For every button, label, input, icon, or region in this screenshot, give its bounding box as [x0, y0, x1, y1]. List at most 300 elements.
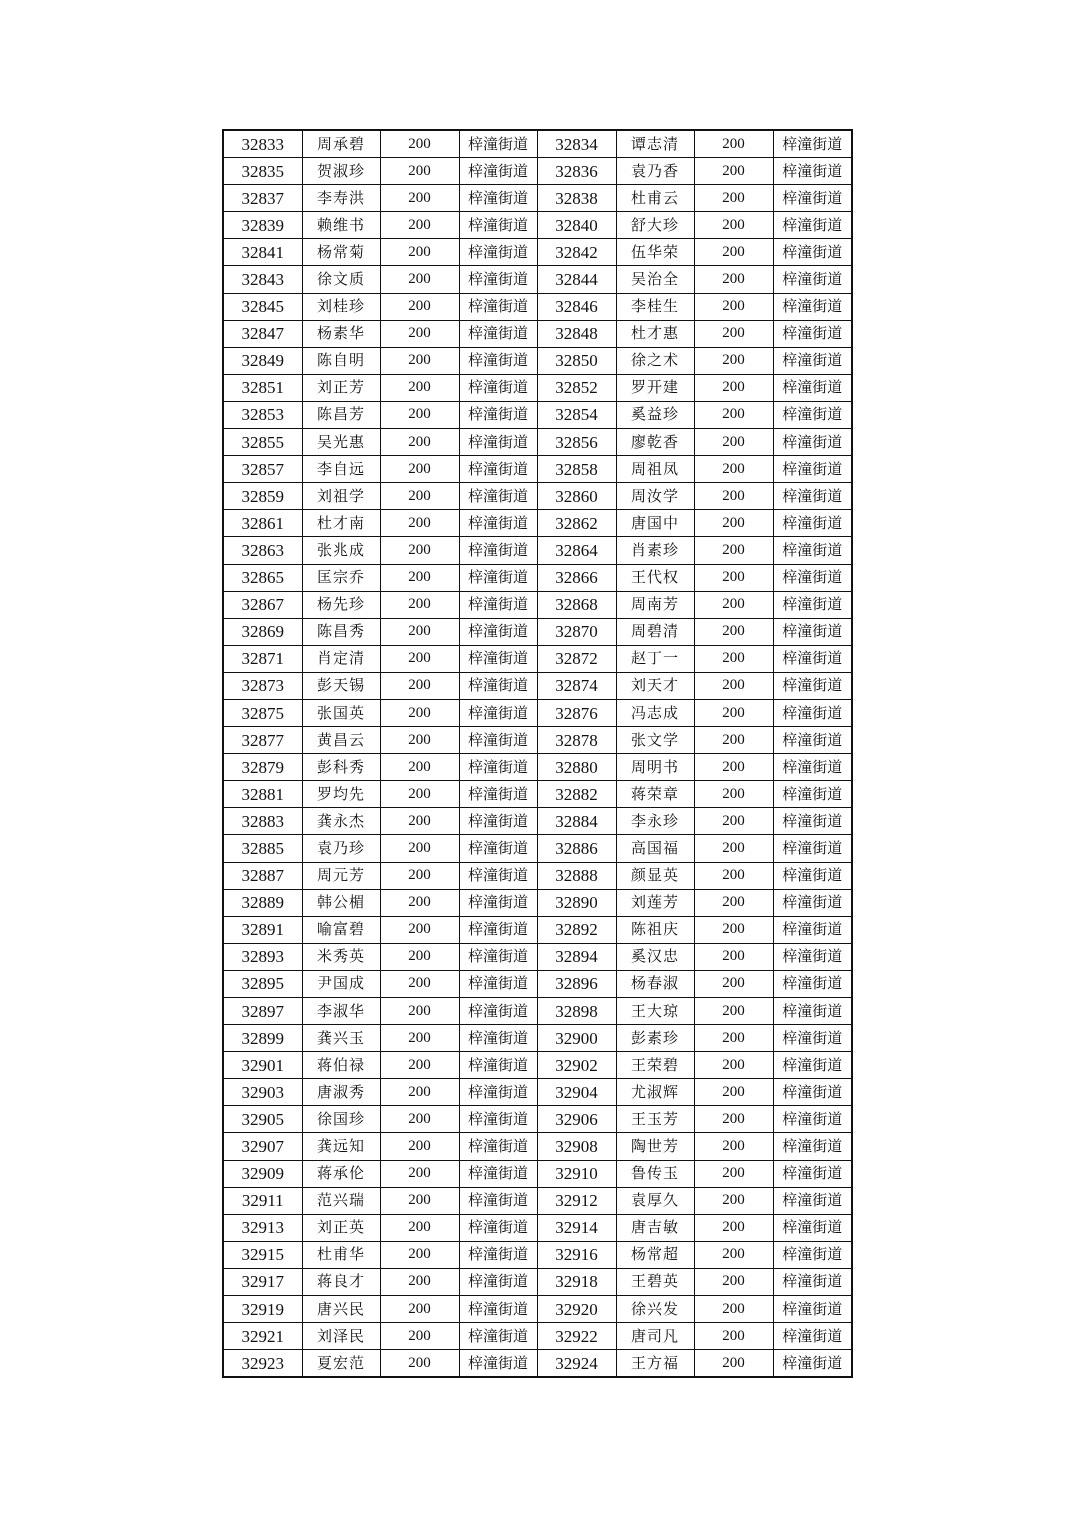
table-row — [223, 591, 852, 618]
subdistrict-cell: 梓潼街道 — [773, 591, 852, 618]
amount-cell: 200 — [694, 754, 773, 781]
subdistrict-cell: 梓潼街道 — [773, 1052, 852, 1079]
person-name-cell: 吴光惠 — [302, 429, 380, 456]
subdistrict-cell: 梓潼街道 — [459, 998, 537, 1025]
record-number-cell: 32843 — [223, 266, 302, 293]
subdistrict-cell: 梓潼街道 — [773, 618, 852, 645]
subdistrict-cell: 梓潼街道 — [773, 347, 852, 374]
amount-cell: 200 — [380, 293, 459, 320]
subdistrict-cell: 梓潼街道 — [773, 320, 852, 347]
table-row — [223, 808, 852, 835]
record-number-cell: 32849 — [223, 347, 302, 374]
table-row — [223, 1079, 852, 1106]
table-row — [223, 1323, 852, 1350]
person-name-cell: 袁乃珍 — [302, 835, 380, 862]
record-number-cell: 32850 — [537, 347, 616, 374]
amount-cell: 200 — [694, 1241, 773, 1268]
amount-cell: 200 — [694, 347, 773, 374]
amount-cell: 200 — [694, 1160, 773, 1187]
person-name-cell: 陶世芳 — [616, 1133, 694, 1160]
person-name-cell: 陈祖庆 — [616, 916, 694, 943]
record-number-cell: 32882 — [537, 781, 616, 808]
table-row — [223, 510, 852, 537]
amount-cell: 200 — [694, 808, 773, 835]
person-name-cell: 李桂生 — [616, 293, 694, 320]
amount-cell: 200 — [380, 889, 459, 916]
amount-cell: 200 — [694, 239, 773, 266]
person-name-cell: 徐文质 — [302, 266, 380, 293]
person-name-cell: 贺淑珍 — [302, 158, 380, 185]
person-name-cell: 刘莲芳 — [616, 889, 694, 916]
table-row — [223, 1052, 852, 1079]
person-name-cell: 唐兴民 — [302, 1296, 380, 1323]
subdistrict-cell: 梓潼街道 — [459, 1350, 537, 1378]
amount-cell: 200 — [380, 970, 459, 997]
person-name-cell: 陈昌秀 — [302, 618, 380, 645]
record-number-cell: 32914 — [537, 1214, 616, 1241]
subdistrict-cell: 梓潼街道 — [459, 699, 537, 726]
subdistrict-cell: 梓潼街道 — [773, 781, 852, 808]
table-row — [223, 483, 852, 510]
subdistrict-cell: 梓潼街道 — [773, 1296, 852, 1323]
table-row — [223, 1106, 852, 1133]
subdistrict-cell: 梓潼街道 — [773, 998, 852, 1025]
subdistrict-cell: 梓潼街道 — [773, 510, 852, 537]
roster-table — [222, 129, 853, 1378]
record-number-cell: 32924 — [537, 1350, 616, 1378]
person-name-cell: 尹国成 — [302, 970, 380, 997]
table-row — [223, 374, 852, 401]
subdistrict-cell: 梓潼街道 — [773, 862, 852, 889]
subdistrict-cell: 梓潼街道 — [459, 456, 537, 483]
subdistrict-cell: 梓潼街道 — [459, 185, 537, 212]
record-number-cell: 32872 — [537, 645, 616, 672]
amount-cell: 200 — [694, 1323, 773, 1350]
subdistrict-cell: 梓潼街道 — [459, 1296, 537, 1323]
amount-cell: 200 — [694, 1025, 773, 1052]
record-number-cell: 32880 — [537, 754, 616, 781]
person-name-cell: 夏宏范 — [302, 1350, 380, 1378]
person-name-cell: 李永珍 — [616, 808, 694, 835]
subdistrict-cell: 梓潼街道 — [773, 564, 852, 591]
amount-cell: 200 — [380, 943, 459, 970]
record-number-cell: 32833 — [223, 130, 302, 158]
person-name-cell: 蒋承伦 — [302, 1160, 380, 1187]
amount-cell: 200 — [694, 889, 773, 916]
amount-cell: 200 — [380, 347, 459, 374]
amount-cell: 200 — [380, 1079, 459, 1106]
person-name-cell: 李寿洪 — [302, 185, 380, 212]
subdistrict-cell: 梓潼街道 — [773, 970, 852, 997]
table-row — [223, 727, 852, 754]
subdistrict-cell: 梓潼街道 — [459, 483, 537, 510]
subdistrict-cell: 梓潼街道 — [459, 374, 537, 401]
table-row — [223, 456, 852, 483]
table-row — [223, 185, 852, 212]
table-row — [223, 645, 852, 672]
record-number-cell: 32890 — [537, 889, 616, 916]
table-row — [223, 537, 852, 564]
record-number-cell: 32866 — [537, 564, 616, 591]
subdistrict-cell: 梓潼街道 — [773, 293, 852, 320]
amount-cell: 200 — [380, 1268, 459, 1295]
person-name-cell: 范兴瑞 — [302, 1187, 380, 1214]
record-number-cell: 32887 — [223, 862, 302, 889]
amount-cell: 200 — [694, 185, 773, 212]
amount-cell: 200 — [380, 754, 459, 781]
record-number-cell: 32883 — [223, 808, 302, 835]
record-number-cell: 32838 — [537, 185, 616, 212]
amount-cell: 200 — [380, 727, 459, 754]
subdistrict-cell: 梓潼街道 — [459, 130, 537, 158]
record-number-cell: 32865 — [223, 564, 302, 591]
table-row — [223, 618, 852, 645]
amount-cell: 200 — [694, 429, 773, 456]
person-name-cell: 刘桂珍 — [302, 293, 380, 320]
amount-cell: 200 — [694, 835, 773, 862]
amount-cell: 200 — [694, 618, 773, 645]
subdistrict-cell: 梓潼街道 — [773, 1187, 852, 1214]
subdistrict-cell: 梓潼街道 — [459, 158, 537, 185]
record-number-cell: 32908 — [537, 1133, 616, 1160]
person-name-cell: 周元芳 — [302, 862, 380, 889]
table-row — [223, 1133, 852, 1160]
amount-cell: 200 — [694, 1079, 773, 1106]
person-name-cell: 肖素珍 — [616, 537, 694, 564]
record-number-cell: 32870 — [537, 618, 616, 645]
record-number-cell: 32889 — [223, 889, 302, 916]
record-number-cell: 32860 — [537, 483, 616, 510]
person-name-cell: 徐兴发 — [616, 1296, 694, 1323]
amount-cell: 200 — [694, 591, 773, 618]
subdistrict-cell: 梓潼街道 — [459, 970, 537, 997]
person-name-cell: 杜才南 — [302, 510, 380, 537]
person-name-cell: 奚汉忠 — [616, 943, 694, 970]
person-name-cell: 蒋良才 — [302, 1268, 380, 1295]
person-name-cell: 王大琼 — [616, 998, 694, 1025]
person-name-cell: 奚益珍 — [616, 401, 694, 428]
subdistrict-cell: 梓潼街道 — [459, 943, 537, 970]
amount-cell: 200 — [380, 645, 459, 672]
record-number-cell: 32909 — [223, 1160, 302, 1187]
record-number-cell: 32919 — [223, 1296, 302, 1323]
amount-cell: 200 — [694, 1214, 773, 1241]
amount-cell: 200 — [380, 158, 459, 185]
record-number-cell: 32862 — [537, 510, 616, 537]
amount-cell: 200 — [694, 970, 773, 997]
person-name-cell: 徐国珍 — [302, 1106, 380, 1133]
person-name-cell: 周祖凤 — [616, 456, 694, 483]
subdistrict-cell: 梓潼街道 — [459, 1079, 537, 1106]
table-row — [223, 889, 852, 916]
record-number-cell: 32851 — [223, 374, 302, 401]
person-name-cell: 刘天才 — [616, 672, 694, 699]
subdistrict-cell: 梓潼街道 — [773, 645, 852, 672]
amount-cell: 200 — [694, 293, 773, 320]
subdistrict-cell: 梓潼街道 — [459, 1133, 537, 1160]
amount-cell: 200 — [380, 374, 459, 401]
table-row — [223, 1241, 852, 1268]
amount-cell: 200 — [694, 727, 773, 754]
person-name-cell: 周南芳 — [616, 591, 694, 618]
table-row — [223, 564, 852, 591]
record-number-cell: 32847 — [223, 320, 302, 347]
amount-cell: 200 — [380, 591, 459, 618]
record-number-cell: 32905 — [223, 1106, 302, 1133]
subdistrict-cell: 梓潼街道 — [459, 808, 537, 835]
record-number-cell: 32902 — [537, 1052, 616, 1079]
amount-cell: 200 — [380, 212, 459, 239]
amount-cell: 200 — [380, 130, 459, 158]
table-row — [223, 970, 852, 997]
subdistrict-cell: 梓潼街道 — [773, 1025, 852, 1052]
person-name-cell: 杨先珍 — [302, 591, 380, 618]
person-name-cell: 刘祖学 — [302, 483, 380, 510]
record-number-cell: 32916 — [537, 1241, 616, 1268]
table-row — [223, 266, 852, 293]
record-number-cell: 32913 — [223, 1214, 302, 1241]
person-name-cell: 伍华荣 — [616, 239, 694, 266]
amount-cell: 200 — [380, 401, 459, 428]
subdistrict-cell: 梓潼街道 — [773, 727, 852, 754]
amount-cell: 200 — [380, 618, 459, 645]
table-row — [223, 1296, 852, 1323]
person-name-cell: 尤淑辉 — [616, 1079, 694, 1106]
record-number-cell: 32864 — [537, 537, 616, 564]
amount-cell: 200 — [380, 510, 459, 537]
amount-cell: 200 — [380, 564, 459, 591]
person-name-cell: 李自远 — [302, 456, 380, 483]
record-number-cell: 32901 — [223, 1052, 302, 1079]
person-name-cell: 龚远知 — [302, 1133, 380, 1160]
amount-cell: 200 — [694, 781, 773, 808]
subdistrict-cell: 梓潼街道 — [773, 835, 852, 862]
person-name-cell: 周明书 — [616, 754, 694, 781]
amount-cell: 200 — [380, 1296, 459, 1323]
person-name-cell: 杜甫华 — [302, 1241, 380, 1268]
amount-cell: 200 — [694, 1133, 773, 1160]
subdistrict-cell: 梓潼街道 — [459, 212, 537, 239]
amount-cell: 200 — [380, 1133, 459, 1160]
person-name-cell: 刘正芳 — [302, 374, 380, 401]
subdistrict-cell: 梓潼街道 — [459, 239, 537, 266]
subdistrict-cell: 梓潼街道 — [773, 1214, 852, 1241]
record-number-cell: 32921 — [223, 1323, 302, 1350]
subdistrict-cell: 梓潼街道 — [459, 564, 537, 591]
record-number-cell: 32842 — [537, 239, 616, 266]
record-number-cell: 32884 — [537, 808, 616, 835]
subdistrict-cell: 梓潼街道 — [459, 537, 537, 564]
person-name-cell: 唐淑秀 — [302, 1079, 380, 1106]
table-row — [223, 1160, 852, 1187]
subdistrict-cell: 梓潼街道 — [459, 1160, 537, 1187]
amount-cell: 200 — [380, 1350, 459, 1378]
table-row — [223, 320, 852, 347]
record-number-cell: 32853 — [223, 401, 302, 428]
person-name-cell: 杨常超 — [616, 1241, 694, 1268]
record-number-cell: 32906 — [537, 1106, 616, 1133]
person-name-cell: 匡宗乔 — [302, 564, 380, 591]
amount-cell: 200 — [694, 212, 773, 239]
table-row — [223, 998, 852, 1025]
record-number-cell: 32888 — [537, 862, 616, 889]
person-name-cell: 冯志成 — [616, 699, 694, 726]
amount-cell: 200 — [694, 998, 773, 1025]
subdistrict-cell: 梓潼街道 — [773, 889, 852, 916]
subdistrict-cell: 梓潼街道 — [459, 781, 537, 808]
record-number-cell: 32840 — [537, 212, 616, 239]
person-name-cell: 张文学 — [616, 727, 694, 754]
subdistrict-cell: 梓潼街道 — [773, 1160, 852, 1187]
person-name-cell: 舒大珍 — [616, 212, 694, 239]
table-row — [223, 672, 852, 699]
record-number-cell: 32876 — [537, 699, 616, 726]
person-name-cell: 王玉芳 — [616, 1106, 694, 1133]
subdistrict-cell: 梓潼街道 — [459, 754, 537, 781]
person-name-cell: 杜才惠 — [616, 320, 694, 347]
subdistrict-cell: 梓潼街道 — [773, 916, 852, 943]
subdistrict-cell: 梓潼街道 — [459, 347, 537, 374]
person-name-cell: 王碧英 — [616, 1268, 694, 1295]
person-name-cell: 吴治全 — [616, 266, 694, 293]
amount-cell: 200 — [694, 916, 773, 943]
person-name-cell: 罗开建 — [616, 374, 694, 401]
record-number-cell: 32835 — [223, 158, 302, 185]
amount-cell: 200 — [380, 239, 459, 266]
person-name-cell: 张国英 — [302, 699, 380, 726]
record-number-cell: 32846 — [537, 293, 616, 320]
person-name-cell: 彭天锡 — [302, 672, 380, 699]
table-row — [223, 239, 852, 266]
person-name-cell: 颜显英 — [616, 862, 694, 889]
amount-cell: 200 — [694, 564, 773, 591]
amount-cell: 200 — [694, 266, 773, 293]
table-row — [223, 1187, 852, 1214]
person-name-cell: 蒋伯禄 — [302, 1052, 380, 1079]
amount-cell: 200 — [380, 1025, 459, 1052]
record-number-cell: 32834 — [537, 130, 616, 158]
record-number-cell: 32886 — [537, 835, 616, 862]
record-number-cell: 32856 — [537, 429, 616, 456]
subdistrict-cell: 梓潼街道 — [459, 591, 537, 618]
record-number-cell: 32904 — [537, 1079, 616, 1106]
subdistrict-cell: 梓潼街道 — [459, 1187, 537, 1214]
person-name-cell: 袁乃香 — [616, 158, 694, 185]
record-number-cell: 32854 — [537, 401, 616, 428]
record-number-cell: 32839 — [223, 212, 302, 239]
amount-cell: 200 — [380, 266, 459, 293]
subdistrict-cell: 梓潼街道 — [459, 1052, 537, 1079]
person-name-cell: 王代权 — [616, 564, 694, 591]
table-row — [223, 835, 852, 862]
record-number-cell: 32912 — [537, 1187, 616, 1214]
subdistrict-cell: 梓潼街道 — [459, 1106, 537, 1133]
amount-cell: 200 — [380, 537, 459, 564]
person-name-cell: 杨春淑 — [616, 970, 694, 997]
person-name-cell: 赖维书 — [302, 212, 380, 239]
record-number-cell: 32881 — [223, 781, 302, 808]
subdistrict-cell: 梓潼街道 — [773, 401, 852, 428]
record-number-cell: 32894 — [537, 943, 616, 970]
subdistrict-cell: 梓潼街道 — [773, 537, 852, 564]
subdistrict-cell: 梓潼街道 — [459, 401, 537, 428]
person-name-cell: 鲁传玉 — [616, 1160, 694, 1187]
amount-cell: 200 — [694, 943, 773, 970]
person-name-cell: 蒋荣章 — [616, 781, 694, 808]
record-number-cell: 32858 — [537, 456, 616, 483]
amount-cell: 200 — [380, 916, 459, 943]
person-name-cell: 陈自明 — [302, 347, 380, 374]
amount-cell: 200 — [380, 185, 459, 212]
table-row — [223, 943, 852, 970]
record-number-cell: 32907 — [223, 1133, 302, 1160]
amount-cell: 200 — [694, 672, 773, 699]
record-number-cell: 32910 — [537, 1160, 616, 1187]
subdistrict-cell: 梓潼街道 — [773, 699, 852, 726]
table-row — [223, 1025, 852, 1052]
record-number-cell: 32898 — [537, 998, 616, 1025]
subdistrict-cell: 梓潼街道 — [773, 1133, 852, 1160]
amount-cell: 200 — [694, 699, 773, 726]
record-number-cell: 32855 — [223, 429, 302, 456]
amount-cell: 200 — [380, 1241, 459, 1268]
subdistrict-cell: 梓潼街道 — [459, 1214, 537, 1241]
subdistrict-cell: 梓潼街道 — [459, 727, 537, 754]
record-number-cell: 32845 — [223, 293, 302, 320]
amount-cell: 200 — [380, 1106, 459, 1133]
person-name-cell: 杨常菊 — [302, 239, 380, 266]
amount-cell: 200 — [380, 835, 459, 862]
record-number-cell: 32918 — [537, 1268, 616, 1295]
person-name-cell: 唐国中 — [616, 510, 694, 537]
amount-cell: 200 — [694, 510, 773, 537]
subdistrict-cell: 梓潼街道 — [459, 889, 537, 916]
amount-cell: 200 — [694, 537, 773, 564]
amount-cell: 200 — [380, 1323, 459, 1350]
table-row — [223, 293, 852, 320]
person-name-cell: 廖乾香 — [616, 429, 694, 456]
record-number-cell: 32859 — [223, 483, 302, 510]
record-number-cell: 32867 — [223, 591, 302, 618]
record-number-cell: 32891 — [223, 916, 302, 943]
amount-cell: 200 — [380, 1052, 459, 1079]
table-row — [223, 862, 852, 889]
record-number-cell: 32885 — [223, 835, 302, 862]
subdistrict-cell: 梓潼街道 — [459, 862, 537, 889]
record-number-cell: 32892 — [537, 916, 616, 943]
person-name-cell: 周承碧 — [302, 130, 380, 158]
record-number-cell: 32877 — [223, 727, 302, 754]
amount-cell: 200 — [380, 672, 459, 699]
amount-cell: 200 — [694, 401, 773, 428]
amount-cell: 200 — [694, 1296, 773, 1323]
record-number-cell: 32878 — [537, 727, 616, 754]
subdistrict-cell: 梓潼街道 — [773, 239, 852, 266]
amount-cell: 200 — [694, 320, 773, 347]
person-name-cell: 黄昌云 — [302, 727, 380, 754]
subdistrict-cell: 梓潼街道 — [773, 483, 852, 510]
record-number-cell: 32897 — [223, 998, 302, 1025]
record-number-cell: 32861 — [223, 510, 302, 537]
person-name-cell: 韩公楣 — [302, 889, 380, 916]
subdistrict-cell: 梓潼街道 — [459, 429, 537, 456]
record-number-cell: 32879 — [223, 754, 302, 781]
subdistrict-cell: 梓潼街道 — [773, 456, 852, 483]
record-number-cell: 32923 — [223, 1350, 302, 1378]
record-number-cell: 32922 — [537, 1323, 616, 1350]
record-number-cell: 32895 — [223, 970, 302, 997]
subdistrict-cell: 梓潼街道 — [459, 618, 537, 645]
